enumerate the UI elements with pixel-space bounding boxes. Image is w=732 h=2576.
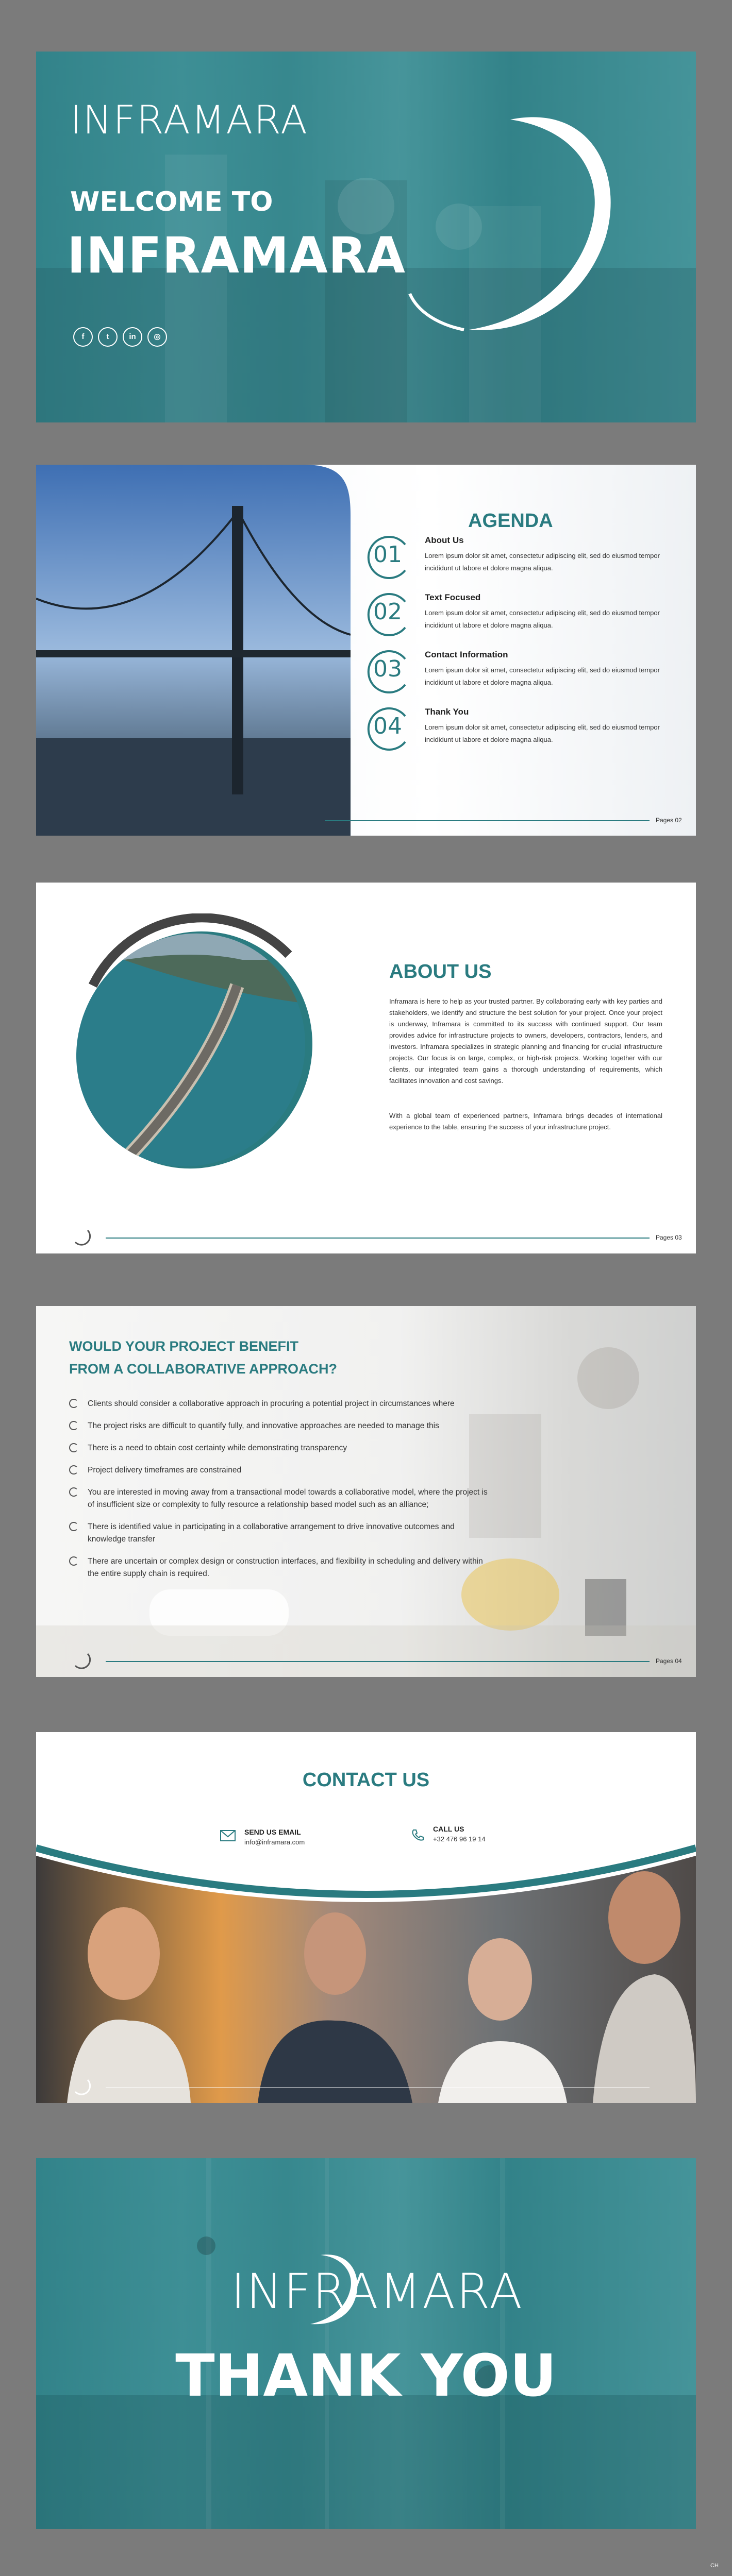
slide-agenda — [36, 465, 696, 836]
agenda-item-desc: Lorem ipsum dolor sit amet, consectetur adipiscing elit, sed do eiusmod tempor incididunt ut labore et dolore magna aliqua. — [425, 723, 660, 743]
page-number: Pages 03 — [656, 1234, 682, 1241]
bullet-icon — [69, 1421, 78, 1430]
agenda-item — [364, 591, 678, 648]
about-paragraph: Inframara is here to help as your trusted partner. By collaborating early with key parties and stakeholders, we identify and structure the best solution for your project. Once your project is underway, Inframara is committed to its success with continued support. Our team provides advice for infrastructure projects to owners, developers, contractors, lenders, and investors. Inframara specializes in strategic planning and financing for crucial infrastructure projects. Our focus is on large, complex, or high-risk projects. Working together with our clients, our integrated team gains a thorough understanding of requirements, which facilitates innovation and cost savings. — [389, 997, 662, 1084]
slide-welcome — [36, 52, 696, 422]
page-number: Pages 02 — [656, 817, 682, 824]
call-value[interactable]: +32 476 96 19 14 — [433, 1835, 486, 1843]
slide-contact — [36, 1732, 696, 2103]
call-label: CALL US — [433, 1825, 464, 1833]
bullet-item: Project delivery timeframes are constrained — [69, 1464, 492, 1477]
agenda-item-title: About Us — [425, 535, 464, 545]
about-paragraph: With a global team of experienced partners, Inframara brings decades of international experience to the table, ensuring the success of your infrastructure project. — [389, 1112, 662, 1131]
bridge-photo — [36, 465, 356, 836]
agenda-item-desc: Lorem ipsum dolor sit amet, consectetur adipiscing elit, sed do eiusmod tempor incididunt ut labore et dolore magna aliqua. — [425, 609, 660, 629]
agenda-title: AGENDA — [468, 510, 553, 532]
benefit-title — [69, 1335, 430, 1380]
swoosh-icon — [72, 1651, 93, 1672]
agenda-number: 03 — [373, 656, 402, 682]
footer-line — [106, 1238, 650, 1239]
thank-you-heading: THANK YOU — [175, 2343, 557, 2410]
bullet-icon — [69, 1465, 78, 1475]
company-logo: INFRAMARA — [231, 2264, 524, 2320]
page-number: Pages 04 — [656, 1657, 682, 1665]
bullet-item: You are interested in moving away from a transactional model towards a collaborative model, where the project is of insufficient size or complexity to fully resource a relationship based model such as an alliance; — [69, 1486, 492, 1511]
bullet-item: The project risks are difficult to quantify fully, and innovative approaches are needed to manage this — [69, 1420, 492, 1432]
twitter-icon[interactable]: t — [98, 327, 118, 347]
instagram-icon[interactable]: ◎ — [147, 327, 167, 347]
facebook-icon[interactable]: f — [73, 327, 93, 347]
bullet-item: There is identified value in participating in a collaborative arrangement to drive innovative outcomes and knowledge transfer — [69, 1521, 492, 1546]
email-value[interactable]: info@inframara.com — [244, 1838, 305, 1846]
logo-swoosh-icon — [407, 108, 624, 345]
email-label: SEND US EMAIL — [244, 1828, 301, 1836]
bullet-icon — [69, 1399, 78, 1408]
agenda-number: 02 — [373, 599, 402, 625]
swoosh-icon — [72, 1228, 93, 1248]
agenda-item-desc: Lorem ipsum dolor sit amet, consectetur adipiscing elit, sed do eiusmod tempor incididunt ut labore et dolore magna aliqua. — [425, 666, 660, 686]
bullet-item: There are uncertain or complex design or construction interfaces, and flexibility in scheduling and delivery within the entire supply chain is required. — [69, 1555, 492, 1580]
swoosh-icon — [72, 2077, 93, 2098]
agenda-item-title: Text Focused — [425, 592, 481, 602]
agenda-item-title: Contact Information — [425, 650, 508, 659]
corner-mark: CH — [710, 2563, 719, 2569]
agenda-item — [364, 534, 678, 591]
highway-photo — [72, 913, 330, 1181]
footer-line — [106, 1661, 650, 1662]
slide-benefit — [36, 1306, 696, 1677]
about-title: ABOUT US — [389, 961, 492, 982]
linkedin-icon[interactable]: in — [123, 327, 142, 347]
agenda-item — [364, 649, 678, 705]
slide-about — [36, 883, 696, 1253]
agenda-item-desc: Lorem ipsum dolor sit amet, consectetur adipiscing elit, sed do eiusmod tempor incididunt ut labore et dolore magna aliqua. — [425, 552, 660, 572]
agenda-item — [364, 706, 678, 762]
slide-thank-you — [36, 2158, 696, 2529]
bullet-icon — [69, 1443, 78, 1452]
phone-icon — [410, 1828, 425, 1842]
agenda-item-title: Thank You — [425, 707, 469, 717]
bullet-icon — [69, 1556, 78, 1566]
agenda-number: 04 — [373, 713, 402, 739]
footer-line — [325, 820, 650, 821]
email-icon — [220, 1829, 237, 1842]
welcome-heading: WELCOME TO — [70, 187, 273, 217]
benefit-title-line: WOULD YOUR PROJECT BENEFIT — [69, 1338, 299, 1354]
bullet-icon — [69, 1487, 78, 1497]
footer-line — [106, 2087, 650, 2088]
benefit-title-line: FROM A COLLABORATIVE APPROACH? — [69, 1361, 337, 1377]
bullet-icon — [69, 1522, 78, 1531]
contact-title: CONTACT US — [302, 1769, 430, 1791]
brand-heading: INFRAMARA — [67, 227, 406, 284]
agenda-number: 01 — [373, 541, 402, 568]
bullet-item: There is a need to obtain cost certainty while demonstrating transparency — [69, 1442, 492, 1454]
bullet-item: Clients should consider a collaborative approach in procuring a potential project in circumstances where — [69, 1398, 492, 1410]
company-logo: INFRAMARA — [70, 97, 308, 143]
